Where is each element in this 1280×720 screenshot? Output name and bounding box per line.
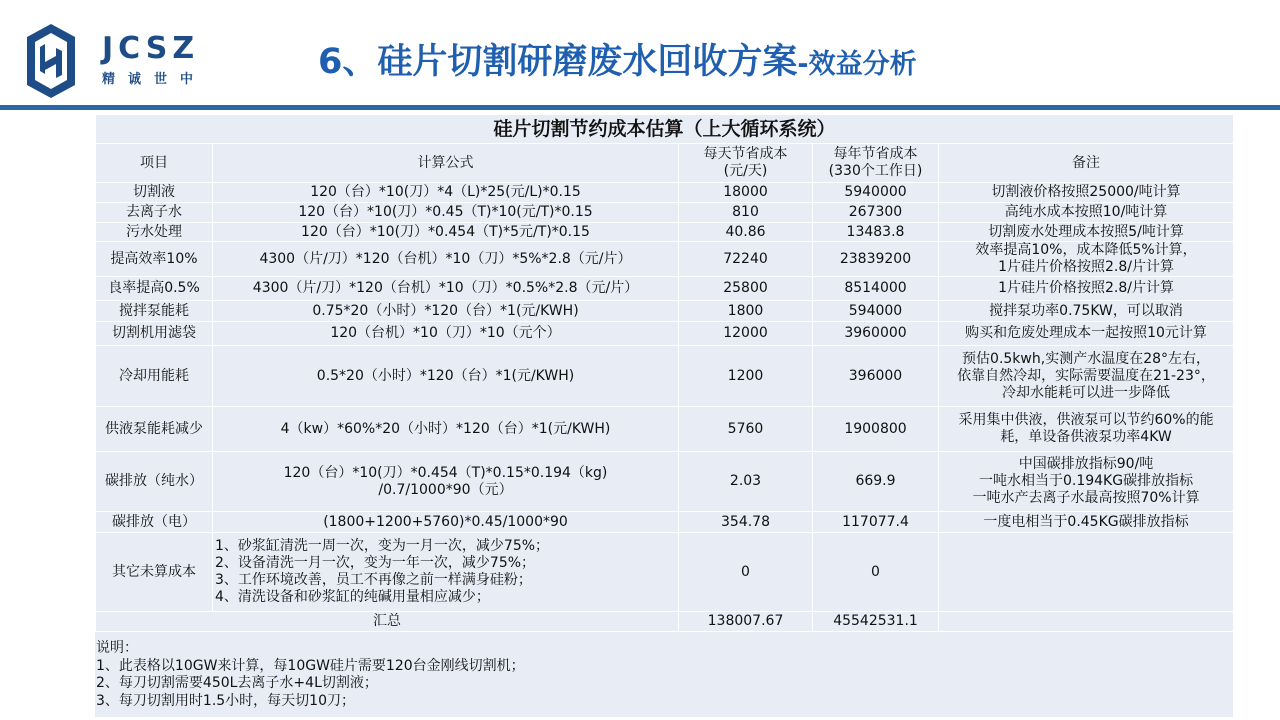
formula-line: 120（台机）*10（刀）*10（元个） — [330, 325, 561, 341]
formula-line: 120（台）*10(刀）*0.454（T)*0.15*0.194（kg) — [283, 464, 608, 481]
header-formula: 计算公式 — [213, 144, 679, 183]
remark-line: 采用集中供液，供液泵可以节约60%的能 — [958, 412, 1214, 428]
row-formula — [213, 203, 679, 223]
row-daily: 25800 — [679, 277, 813, 301]
table-caption: 硅片切割节约成本估算（上大循环系统） — [96, 115, 1234, 144]
remark-line: 切割液价格按照25000/吨计算 — [991, 184, 1181, 200]
row-item: 搅拌泵能耗 — [96, 301, 213, 322]
row-item: 污水处理 — [96, 223, 213, 242]
table-row — [96, 452, 1234, 512]
formula-line: 2、设备清洗一月一次，变为一年一次，减少75%； — [215, 555, 536, 571]
remark-line: 效率提高10%，成本降低5%计算， — [975, 242, 1197, 258]
row-remark — [939, 183, 1234, 203]
header-item: 项目 — [96, 144, 213, 183]
row-remark — [939, 242, 1234, 277]
row-item: 去离子水 — [96, 203, 213, 223]
formula-line: 0.75*20（小时）*120（台）*1(元/KWH) — [312, 302, 579, 319]
row-remark — [939, 223, 1234, 242]
row-formula — [213, 452, 679, 512]
formula-line: 120（台）*10(刀）*4（L)*25(元/L)*0.15 — [310, 184, 581, 200]
row-formula — [213, 322, 679, 346]
logo-text — [102, 31, 207, 87]
logo-english: JCSZ — [102, 31, 200, 66]
table-row — [96, 322, 1234, 346]
row-daily: 18000 — [679, 183, 813, 203]
row-yearly: 1900800 — [813, 407, 939, 452]
note-line: 2、每刀切割需要450L去离子水+4L切割液； — [96, 675, 378, 691]
table-row — [96, 346, 1234, 407]
row-daily: 12000 — [679, 322, 813, 346]
row-formula — [213, 301, 679, 322]
row-item: 冷却用能耗 — [96, 346, 213, 407]
page-title — [318, 34, 917, 84]
total-remark — [939, 612, 1234, 632]
remark-line: 1片硅片价格按照2.8/片计算 — [998, 259, 1174, 275]
row-remark — [939, 322, 1234, 346]
total-yearly: 45542531.1 — [813, 612, 939, 632]
table-row — [96, 203, 1234, 223]
row-daily: 2.03 — [679, 452, 813, 512]
formula-line: 0.5*20（小时）*120（台）*1(元/KWH) — [316, 367, 575, 384]
remark-line: 依靠自然冷却，实际需要温度在21-23°， — [957, 367, 1215, 384]
formula-line: 4（kw）*60%*20（小时）*120（台）*1(元/KWH) — [280, 420, 611, 437]
row-item: 碳排放（电） — [96, 512, 213, 533]
formula-line: 1、砂浆缸清洗一周一次，变为一月一次，减少75%； — [215, 538, 550, 554]
row-remark — [939, 407, 1234, 452]
row-daily: 40.86 — [679, 223, 813, 242]
remark-line: 搅拌泵功率0.75KW，可以取消 — [989, 302, 1183, 319]
table-row — [96, 242, 1234, 277]
row-yearly: 0 — [813, 533, 939, 612]
remark-line: 预估0.5kwh,实测产水温度在28°左右， — [962, 350, 1211, 367]
header-daily — [679, 144, 813, 183]
formula-line: 120（台）*10(刀）*0.454（T)*5元/T)*0.15 — [301, 223, 590, 240]
note-line: 1、此表格以10GW来计算，每10GW硅片需要120台金刚线切割机； — [96, 657, 525, 674]
row-yearly: 5940000 — [813, 183, 939, 203]
row-formula — [213, 346, 679, 407]
row-item: 供液泵能耗减少 — [96, 407, 213, 452]
formula-line: 4300（片/刀）*120（台机）*10（刀）*0.5%*2.8（元/片） — [252, 280, 639, 296]
row-remark — [939, 533, 1234, 612]
total-daily: 138007.67 — [679, 612, 813, 632]
row-formula — [213, 407, 679, 452]
header-yearly-line1: 每年节省成本 — [833, 146, 918, 162]
table-row — [96, 533, 1234, 612]
row-formula — [213, 277, 679, 301]
row-daily: 810 — [679, 203, 813, 223]
remark-line: 高纯水成本按照10/吨计算 — [1004, 204, 1168, 220]
header-remark: 备注 — [939, 144, 1234, 183]
row-daily: 0 — [679, 533, 813, 612]
row-item: 切割机用滤袋 — [96, 322, 213, 346]
formula-line: 3、工作环境改善，员工不再像之前一样满身硅粉； — [215, 572, 532, 588]
table-caption-row — [96, 115, 1234, 144]
table-header-row — [96, 144, 1234, 183]
row-item: 切割液 — [96, 183, 213, 203]
row-yearly: 117077.4 — [813, 512, 939, 533]
formula-line: 4300（片/刀）*120（台机）*10（刀）*5%*2.8（元/片） — [259, 250, 632, 267]
table-row — [96, 223, 1234, 242]
remark-line: 耗，单设备供液泵功率4KW — [1000, 429, 1172, 445]
row-remark — [939, 277, 1234, 301]
row-yearly: 23839200 — [813, 242, 939, 277]
row-remark — [939, 512, 1234, 533]
row-formula — [213, 533, 679, 612]
remark-line: 购买和危废处理成本一起按照10元计算 — [965, 325, 1207, 341]
row-item: 提高效率10% — [96, 242, 213, 277]
row-yearly: 396000 — [813, 346, 939, 407]
row-remark — [939, 203, 1234, 223]
row-item: 其它未算成本 — [96, 533, 213, 612]
row-daily: 5760 — [679, 407, 813, 452]
row-remark — [939, 452, 1234, 512]
row-daily: 354.78 — [679, 512, 813, 533]
page-title-main: 6、硅片切割研磨废水回收方案 — [318, 42, 798, 82]
table-row — [96, 277, 1234, 301]
formula-line: (1800+1200+5760)*0.45/1000*90 — [323, 513, 568, 530]
page-title-sub: -效益分析 — [797, 49, 917, 80]
row-daily: 1200 — [679, 346, 813, 407]
notes-heading: 说明： — [96, 640, 138, 656]
remark-line: 1片硅片价格按照2.8/片计算 — [998, 280, 1174, 296]
row-formula — [213, 223, 679, 242]
header-daily-line1: 每天节省成本 — [703, 146, 788, 162]
total-label: 汇总 — [96, 612, 679, 632]
row-formula — [213, 512, 679, 533]
logo-chinese: 精诚世中 — [102, 72, 207, 87]
notes — [96, 640, 525, 710]
row-formula — [213, 183, 679, 203]
row-formula — [213, 242, 679, 277]
remark-line: 中国碳排放指标90/吨 — [1018, 456, 1154, 472]
row-daily: 1800 — [679, 301, 813, 322]
header-daily-line2: (元/天) — [723, 163, 768, 179]
row-yearly: 3960000 — [813, 322, 939, 346]
formula-line: /0.7/1000*90（元） — [378, 481, 513, 498]
table-total-row — [96, 612, 1234, 632]
row-yearly: 594000 — [813, 301, 939, 322]
header-yearly-line2: (330个工作日) — [828, 163, 923, 179]
remark-line: 冷却水能耗可以进一步降低 — [1002, 384, 1171, 401]
table-row — [96, 183, 1234, 203]
header-yearly — [813, 144, 939, 183]
header-divider — [0, 105, 1280, 110]
table-row — [96, 512, 1234, 533]
remark-line: 一吨水产去离子水最高按照70%计算 — [972, 490, 1200, 506]
row-yearly: 669.9 — [813, 452, 939, 512]
remark-line: 一吨水相当于0.194KG碳排放指标 — [978, 473, 1194, 489]
row-yearly: 267300 — [813, 203, 939, 223]
note-line: 3、每刀切割用时1.5小时，每天切10刀； — [96, 692, 355, 709]
table-row — [96, 407, 1234, 452]
remark-line: 一度电相当于0.45KG碳排放指标 — [983, 513, 1189, 530]
cost-estimate-table — [95, 114, 1234, 632]
row-remark — [939, 301, 1234, 322]
table-row — [96, 301, 1234, 322]
formula-line: 120（台）*10(刀）*0.45（T)*10(元/T)*0.15 — [298, 204, 593, 220]
row-item: 良率提高0.5% — [96, 277, 213, 301]
row-yearly: 13483.8 — [813, 223, 939, 242]
row-yearly: 8514000 — [813, 277, 939, 301]
row-remark — [939, 346, 1234, 407]
remark-line: 切割废水处理成本按照5/吨计算 — [988, 223, 1184, 240]
row-daily: 72240 — [679, 242, 813, 277]
jcsz-logo-icon — [25, 22, 77, 100]
row-item: 碳排放（纯水） — [96, 452, 213, 512]
formula-line: 4、清洗设备和砂浆缸的纯碱用量相应减少； — [215, 589, 490, 605]
